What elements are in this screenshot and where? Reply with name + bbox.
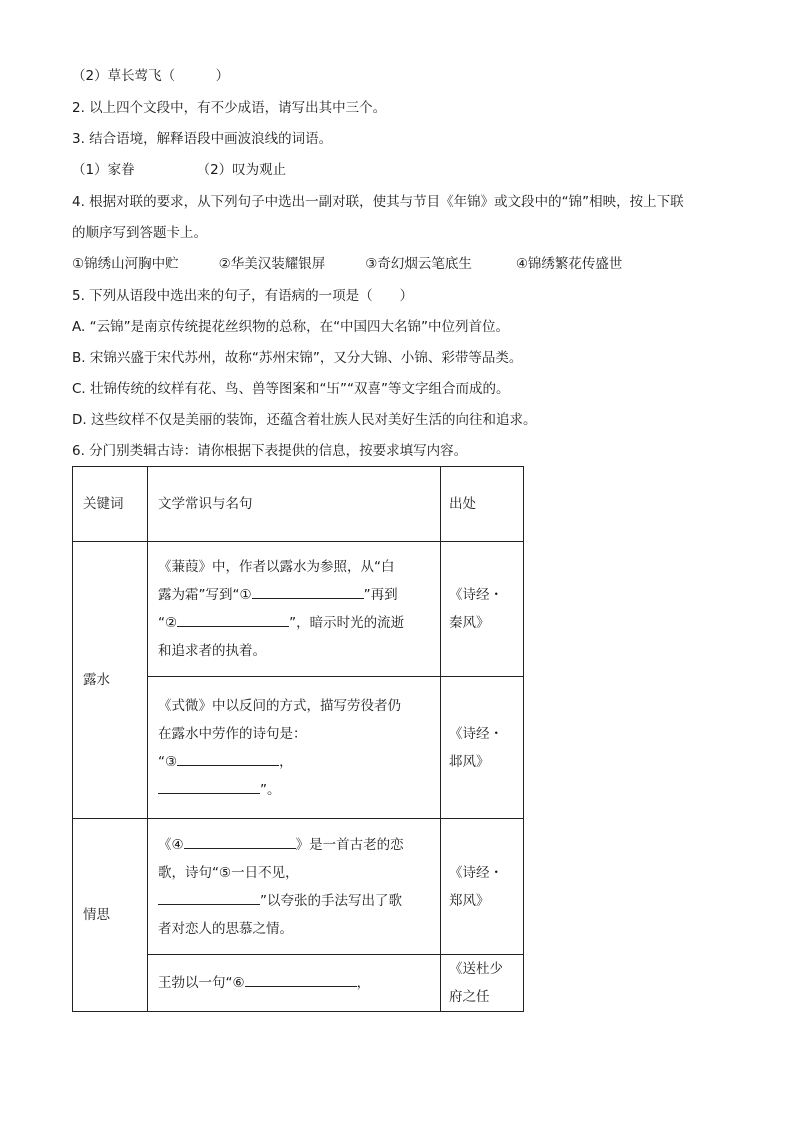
- row2-content: 《式微》中以反问的方式，描写劳役者仍 在露水中劳作的诗句是： “③ ， ”。: [148, 677, 441, 819]
- table-row: [73, 542, 524, 677]
- row1-source: 《诗经・秦风》: [441, 542, 524, 677]
- answer-blank-6[interactable]: [245, 969, 357, 987]
- row3-content: 《④ 》是一首古老的恋 歌，诗句“⑤一日不见， ”以夸张的手法写出了歌 者对恋人的思慕之情。: [148, 819, 441, 955]
- answer-blank-3b[interactable]: [158, 776, 260, 794]
- answer-blank-1[interactable]: [252, 581, 364, 599]
- q3-sub-2: （2）叹为观止: [196, 162, 287, 178]
- question-2: 2. 以上四个文段中，有不少成语，请写出其中三个。: [72, 100, 387, 116]
- question-4-line-1: 4. 根据对联的要求，从下列句子中选出一副对联，使其与节目《年锦》或文段中的“锦”相映，按上下联: [72, 194, 684, 210]
- header-keyword: 关键词: [73, 467, 148, 542]
- answer-blank-5[interactable]: [158, 887, 260, 905]
- poetry-table: [72, 466, 524, 1012]
- q5-option-b: B. 宋锦兴盛于宋代苏州，故称“苏州宋锦”，又分大锦、小锦、彩带等品类。: [72, 350, 523, 366]
- row3-source: 《诗经・郑风》: [441, 819, 524, 955]
- row4-content: 王勃以一句“⑥ ，: [148, 955, 441, 1012]
- q5-option-c: C. 壮锦传统的纹样有花、鸟、兽等图案和“卐”“双喜”等文字组合而成的。: [72, 381, 510, 397]
- q4-option-2: ②华美汉装耀银屏: [218, 256, 326, 272]
- question-5: 5. 下列从语段中选出来的句子，有语病的一项是（ ）: [72, 288, 414, 304]
- q3-sub-1: （1）家眷: [72, 162, 135, 178]
- q5-option-a: A. “云锦”是南京传统提花丝织物的总称，在“中国四大名锦”中位列首位。: [72, 319, 510, 335]
- keyword-dew: 露水: [73, 542, 148, 819]
- keyword-love: 情思: [73, 819, 148, 1012]
- answer-blank-4[interactable]: [184, 831, 296, 849]
- table-row: [73, 819, 524, 955]
- question-4-line-2: 的顺序写到答题卡上。: [72, 225, 207, 241]
- q4-option-4: ④锦绣繁花传盛世: [515, 256, 623, 272]
- header-source: 出处: [441, 467, 524, 542]
- q4-option-3: ③奇幻烟云笔底生: [365, 256, 472, 272]
- question-3: 3. 结合语境，解释语段中画波浪线的词语。: [72, 131, 333, 147]
- answer-blank-2[interactable]: [177, 609, 289, 627]
- question-6: 6. 分门别类辑古诗：请你根据下表提供的信息，按要求填写内容。: [72, 443, 468, 459]
- header-content: 文学常识与名句: [148, 467, 441, 542]
- q1-item-2: （2）草长莺飞（ ）: [72, 68, 230, 84]
- table-header-row: [73, 467, 524, 542]
- answer-blank-3a[interactable]: [177, 748, 279, 766]
- q4-option-1: ①锦绣山河胸中贮: [72, 256, 179, 272]
- row4-source: 《送杜少府之任: [441, 955, 524, 1012]
- row2-source: 《诗经・邶风》: [441, 677, 524, 819]
- row1-content: 《蒹葭》中，作者以露水为参照，从“白 露为霜”写到“① ”再到 “② ”，暗示时光的流逝 和追求者的执着。: [148, 542, 441, 677]
- question-4-options: [72, 254, 622, 274]
- q5-option-d: D. 这些纹样不仅是美丽的装饰，还蕴含着壮族人民对美好生活的向往和追求。: [72, 412, 537, 428]
- question-3-subitems: [72, 160, 286, 180]
